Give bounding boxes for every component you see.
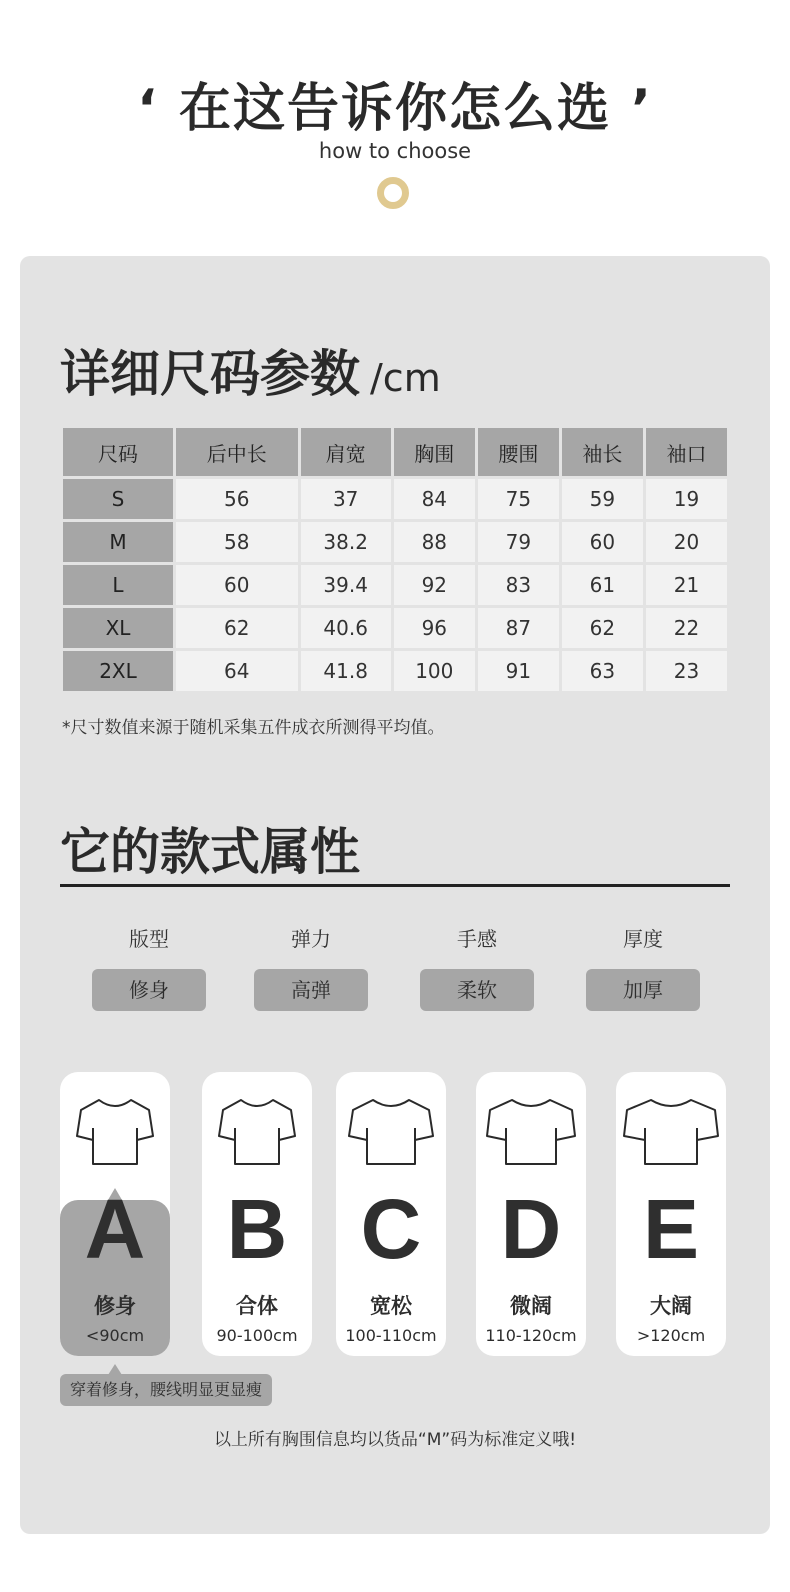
table-row — [63, 651, 727, 691]
fit-range: <90cm — [85, 1326, 145, 1345]
table-cell: 23 — [646, 651, 727, 691]
fit-card-d — [476, 1072, 586, 1356]
table-cell: 19 — [646, 479, 727, 519]
table-cell: 40.6 — [301, 608, 391, 648]
page-header — [0, 0, 790, 250]
fit-range: 100-110cm — [345, 1326, 437, 1345]
table-row — [63, 565, 727, 605]
attr-value-badge: 高弹 — [254, 969, 368, 1011]
table-cell: 41.8 — [301, 651, 391, 691]
size-note: *尺寸数值来源于随机采集五件成衣所测得平均值。 — [62, 718, 445, 738]
page-subtitle: how to choose — [318, 139, 472, 163]
ring-ornament-icon — [377, 177, 409, 209]
table-row — [63, 522, 727, 562]
attr-label: 手感 — [457, 927, 497, 951]
attr-value-badge: 加厚 — [586, 969, 700, 1011]
table-cell: 84 — [394, 479, 475, 519]
table-cell: 61 — [562, 565, 643, 605]
size-table-header-row — [63, 428, 727, 476]
table-cell: 60 — [176, 565, 298, 605]
fit-range: >120cm — [636, 1326, 706, 1345]
attr-label: 厚度 — [623, 927, 663, 951]
size-label: M — [63, 522, 173, 562]
size-label: 2XL — [63, 651, 173, 691]
table-cell: 39.4 — [301, 565, 391, 605]
table-cell: 75 — [478, 479, 559, 519]
attr-feel — [420, 925, 534, 1011]
fit-range: 90-100cm — [216, 1326, 298, 1345]
table-cell: 92 — [394, 565, 475, 605]
table-cell: 60 — [562, 522, 643, 562]
attr-fit — [92, 925, 206, 1011]
table-cell: 37 — [301, 479, 391, 519]
fit-card-b — [202, 1072, 312, 1356]
attr-label: 弹力 — [291, 927, 331, 951]
attr-label: 版型 — [129, 927, 169, 951]
size-label: XL — [63, 608, 173, 648]
col-header: 袖口 — [646, 428, 727, 476]
size-section-title-text: 详细尺码参数 — [60, 345, 360, 403]
fit-letter: C — [360, 1182, 422, 1276]
col-header: 肩宽 — [301, 428, 391, 476]
attr-value-badge: 柔软 — [420, 969, 534, 1011]
tshirt-icon — [73, 1094, 157, 1168]
table-row — [63, 608, 727, 648]
size-table — [60, 425, 730, 694]
table-cell: 64 — [176, 651, 298, 691]
tshirt-icon — [215, 1094, 299, 1168]
fit-note: 以上所有胸围信息均以货品“M”码为标准定义哦! — [213, 1430, 577, 1450]
table-cell: 88 — [394, 522, 475, 562]
fit-letter: D — [500, 1182, 562, 1276]
table-cell: 62 — [562, 608, 643, 648]
tshirt-icon — [623, 1094, 719, 1168]
table-cell: 96 — [394, 608, 475, 648]
attr-value-badge: 修身 — [92, 969, 206, 1011]
table-cell: 21 — [646, 565, 727, 605]
size-label: L — [63, 565, 173, 605]
fit-name: 修身 — [94, 1294, 136, 1318]
table-cell: 63 — [562, 651, 643, 691]
table-cell: 62 — [176, 608, 298, 648]
col-header: 胸围 — [394, 428, 475, 476]
table-cell: 91 — [478, 651, 559, 691]
col-header: 袖长 — [562, 428, 643, 476]
fit-range: 110-120cm — [485, 1326, 577, 1345]
table-row — [63, 479, 727, 519]
size-label: S — [63, 479, 173, 519]
size-section-title — [60, 334, 441, 406]
table-cell: 87 — [478, 608, 559, 648]
fit-letter: B — [226, 1182, 288, 1276]
table-cell: 58 — [176, 522, 298, 562]
attr-thickness — [586, 925, 700, 1011]
fit-name: 微阔 — [510, 1294, 552, 1318]
table-cell: 20 — [646, 522, 727, 562]
table-cell: 83 — [478, 565, 559, 605]
table-cell: 56 — [176, 479, 298, 519]
size-unit: /cm — [370, 356, 441, 400]
fit-name: 合体 — [236, 1294, 278, 1318]
fit-letter: E — [642, 1182, 700, 1276]
col-header: 尺码 — [63, 428, 173, 476]
page-title: ‘ 在这告诉你怎么选 ’ — [137, 79, 653, 139]
table-cell: 59 — [562, 479, 643, 519]
fit-letter: A — [84, 1182, 146, 1276]
section-divider — [60, 884, 730, 887]
col-header: 腰围 — [478, 428, 559, 476]
col-header: 后中长 — [176, 428, 298, 476]
fit-tip: 穿着修身，腰线明显更显瘦 — [60, 1374, 272, 1406]
table-cell: 100 — [394, 651, 475, 691]
fit-card-a — [60, 1072, 170, 1356]
fit-card-e — [616, 1072, 726, 1356]
tshirt-icon — [347, 1094, 435, 1168]
fit-name: 大阔 — [650, 1294, 692, 1318]
attr-elasticity — [254, 925, 368, 1011]
table-cell: 22 — [646, 608, 727, 648]
table-cell: 38.2 — [301, 522, 391, 562]
fit-card-c — [336, 1072, 446, 1356]
fit-name: 宽松 — [370, 1294, 412, 1318]
tshirt-icon — [486, 1094, 576, 1168]
attr-section-title: 它的款式属性 — [60, 823, 360, 881]
table-cell: 79 — [478, 522, 559, 562]
